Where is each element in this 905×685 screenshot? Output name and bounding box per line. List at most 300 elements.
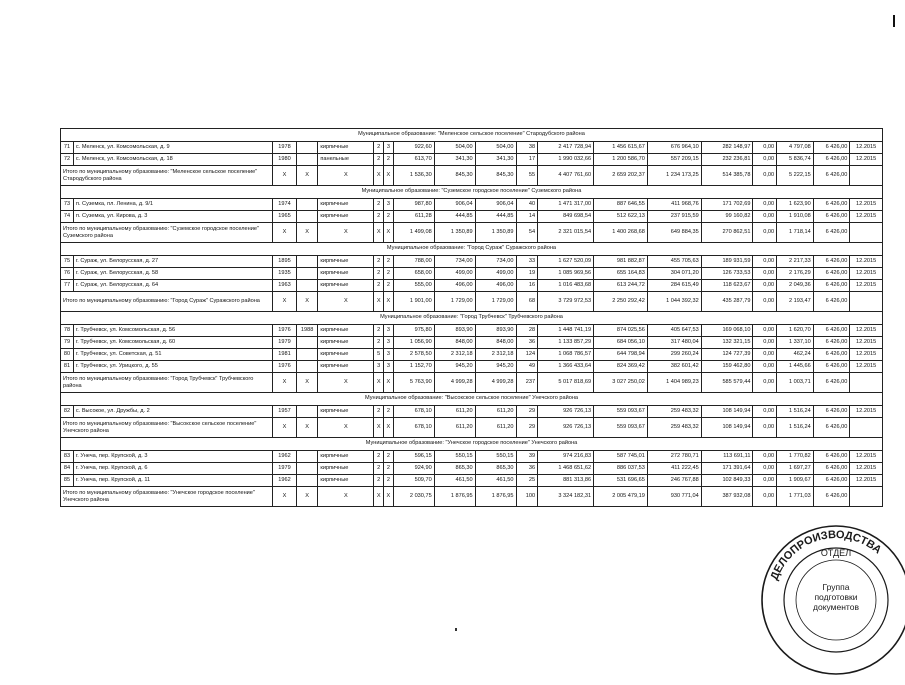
- table-cell: 504,00: [475, 142, 516, 154]
- table-cell: 462,24: [777, 349, 814, 361]
- table-cell: 1 909,67: [777, 475, 814, 487]
- table-cell: X: [296, 292, 318, 312]
- table-cell: 6 426,00: [813, 475, 850, 487]
- table-cell: 83: [61, 451, 74, 463]
- table-cell: г. Сураж, ул. Белорусская, д. 27: [73, 256, 272, 268]
- table-cell: 499,00: [434, 268, 475, 280]
- stamp-line-1: Группа: [822, 582, 850, 592]
- table-cell: 881 313,86: [538, 475, 594, 487]
- table-cell: 6 426,00: [813, 349, 850, 361]
- table-cell: 2 005 479,19: [594, 487, 648, 507]
- section-header-row: [61, 393, 883, 406]
- stamp-line-3: документов: [813, 602, 859, 612]
- table-cell: 73: [61, 199, 74, 211]
- section-total-row: [61, 166, 883, 186]
- table-cell: [296, 256, 318, 268]
- table-cell: 3 324 182,31: [538, 487, 594, 507]
- table-cell: 2: [374, 154, 384, 166]
- table-cell: 108 149,94: [701, 406, 753, 418]
- table-cell: 2 312,18: [475, 349, 516, 361]
- table-cell: 2: [384, 406, 394, 418]
- scan-speck: [455, 628, 457, 631]
- table-cell: 1 910,08: [777, 211, 814, 223]
- table-cell: кирпичные: [318, 211, 374, 223]
- table-row: [61, 361, 883, 373]
- table-cell: [296, 451, 318, 463]
- table-cell: 5 836,74: [777, 154, 814, 166]
- table-cell: X: [384, 166, 394, 186]
- table-cell: 71: [61, 142, 74, 154]
- table-cell: 874 025,56: [594, 325, 648, 337]
- table-row: [61, 463, 883, 475]
- table-cell: 3: [374, 361, 384, 373]
- section-total-row: [61, 223, 883, 243]
- table-cell: X: [273, 487, 297, 507]
- table-cell: 2: [384, 463, 394, 475]
- table-cell: 85: [61, 475, 74, 487]
- table-cell: [296, 211, 318, 223]
- table-cell: г. Трубчевск, ул. Комсомольская, д. 56: [73, 325, 272, 337]
- table-cell: 1 729,00: [434, 292, 475, 312]
- section-header-row: [61, 438, 883, 451]
- table-cell: 78: [61, 325, 74, 337]
- table-cell: 1895: [273, 256, 297, 268]
- table-cell: 2 578,50: [393, 349, 434, 361]
- table-cell: 75: [61, 256, 74, 268]
- table-cell: Муниципальное образование: "Город Сураж" Суражского района: [61, 243, 883, 256]
- table-cell: 0,00: [753, 154, 777, 166]
- table-cell: 5 763,90: [393, 373, 434, 393]
- table-cell: 38: [516, 142, 538, 154]
- table-cell: 80: [61, 349, 74, 361]
- table-cell: 54: [516, 223, 538, 243]
- table-cell: 945,20: [434, 361, 475, 373]
- table-cell: 12.2015: [850, 154, 883, 166]
- table-cell: 6 426,00: [813, 256, 850, 268]
- table-cell: кирпичные: [318, 256, 374, 268]
- table-cell: 4 999,28: [475, 373, 516, 393]
- table-cell: 3: [384, 349, 394, 361]
- table-cell: 12.2015: [850, 268, 883, 280]
- table-cell: 734,00: [434, 256, 475, 268]
- table-cell: 2: [374, 142, 384, 154]
- table-cell: 512 622,13: [594, 211, 648, 223]
- table-cell: 55: [516, 166, 538, 186]
- table-cell: X: [318, 223, 374, 243]
- table-cell: 557 209,15: [647, 154, 701, 166]
- table-cell: 25: [516, 475, 538, 487]
- table-cell: 189 931,59: [701, 256, 753, 268]
- table-cell: 2: [384, 475, 394, 487]
- table-cell: X: [273, 373, 297, 393]
- table-cell: 6 426,00: [813, 280, 850, 292]
- table-cell: Итого по муниципальному образованию: "Суземское городское поселение" Суземского района: [61, 223, 273, 243]
- margin-mark: [893, 15, 895, 27]
- table-cell: 6 426,00: [813, 142, 850, 154]
- table-cell: г. Унеча, пер. Крупской, д. 6: [73, 463, 272, 475]
- table-row: [61, 406, 883, 418]
- table-cell: 68: [516, 292, 538, 312]
- table-cell: 0,00: [753, 256, 777, 268]
- table-cell: 232 236,81: [701, 154, 753, 166]
- table-cell: 2: [384, 256, 394, 268]
- table-cell: 2: [374, 337, 384, 349]
- table-cell: [296, 154, 318, 166]
- table-cell: 6 426,00: [813, 373, 850, 393]
- table-cell: 1 990 032,66: [538, 154, 594, 166]
- table-row: [61, 154, 883, 166]
- table-cell: 1 770,82: [777, 451, 814, 463]
- table-cell: X: [273, 223, 297, 243]
- table-cell: 1 400 268,68: [594, 223, 648, 243]
- table-cell: 12.2015: [850, 325, 883, 337]
- table-cell: 74: [61, 211, 74, 223]
- table-cell: 3: [384, 142, 394, 154]
- table-cell: 1 044 392,32: [647, 292, 701, 312]
- table-cell: 0,00: [753, 325, 777, 337]
- table-cell: 611,20: [434, 418, 475, 438]
- table-cell: 1979: [273, 337, 297, 349]
- table-cell: 2: [374, 475, 384, 487]
- table-cell: [296, 406, 318, 418]
- table-cell: г. Унеча, пер. Крупской, д. 3: [73, 451, 272, 463]
- table-cell: 270 862,51: [701, 223, 753, 243]
- table-cell: 1 536,30: [393, 166, 434, 186]
- table-cell: 14: [516, 211, 538, 223]
- table-cell: 1 516,24: [777, 406, 814, 418]
- table-cell: 499,00: [475, 268, 516, 280]
- table-row: [61, 475, 883, 487]
- table-cell: 12.2015: [850, 280, 883, 292]
- table-cell: 461,50: [434, 475, 475, 487]
- table-cell: 12.2015: [850, 211, 883, 223]
- table-cell: 587 745,01: [594, 451, 648, 463]
- table-cell: 974 216,83: [538, 451, 594, 463]
- table-cell: 2: [374, 451, 384, 463]
- table-cell: 6 426,00: [813, 268, 850, 280]
- table-cell: X: [374, 166, 384, 186]
- table-cell: 171 391,64: [701, 463, 753, 475]
- stamp-top-text: ОТДЕЛ: [820, 548, 852, 558]
- table-cell: 1957: [273, 406, 297, 418]
- table-cell: кирпичные: [318, 268, 374, 280]
- table-cell: 341,30: [475, 154, 516, 166]
- table-cell: 0,00: [753, 199, 777, 211]
- table-cell: 893,90: [434, 325, 475, 337]
- table-cell: г. Унеча, пер. Крупской, д. 11: [73, 475, 272, 487]
- table-cell: 922,60: [393, 142, 434, 154]
- table-cell: 3: [384, 199, 394, 211]
- table-cell: 1988: [296, 325, 318, 337]
- table-cell: 2: [374, 256, 384, 268]
- table-cell: 2: [384, 154, 394, 166]
- table-cell: 676 964,10: [647, 142, 701, 154]
- table-cell: 6 426,00: [813, 166, 850, 186]
- table-cell: 596,15: [393, 451, 434, 463]
- table-row: [61, 268, 883, 280]
- table-cell: 550,15: [434, 451, 475, 463]
- stamp-seal: [756, 520, 905, 680]
- table-cell: 126 733,53: [701, 268, 753, 280]
- table-cell: кирпичные: [318, 451, 374, 463]
- table-cell: 2: [374, 463, 384, 475]
- table-cell: 930 771,04: [647, 487, 701, 507]
- table-cell: 1980: [273, 154, 297, 166]
- table-cell: 317 480,04: [647, 337, 701, 349]
- table-cell: 108 149,94: [701, 418, 753, 438]
- table-cell: 1 499,08: [393, 223, 434, 243]
- table-cell: 906,04: [434, 199, 475, 211]
- table-cell: 886 037,53: [594, 463, 648, 475]
- table-row: [61, 337, 883, 349]
- table-cell: 79: [61, 337, 74, 349]
- table-row: [61, 256, 883, 268]
- table-cell: 1 068 786,57: [538, 349, 594, 361]
- table-cell: 1 471 317,00: [538, 199, 594, 211]
- table-cell: [850, 487, 883, 507]
- table-cell: кирпичные: [318, 406, 374, 418]
- table-cell: 237 915,59: [647, 211, 701, 223]
- table-cell: 6 426,00: [813, 418, 850, 438]
- table-cell: [850, 166, 883, 186]
- table-cell: 387 932,08: [701, 487, 753, 507]
- table-cell: п. Суземка, пл. Ленина, д. 9/1: [73, 199, 272, 211]
- table-cell: 504,00: [434, 142, 475, 154]
- table-cell: 1976: [273, 361, 297, 373]
- table-cell: 6 426,00: [813, 361, 850, 373]
- table-cell: 655 164,83: [594, 268, 648, 280]
- table-row: [61, 325, 883, 337]
- table-cell: 2 030,75: [393, 487, 434, 507]
- table-cell: Итого по муниципальному образованию: "Город Сураж" Суражского района: [61, 292, 273, 312]
- table-cell: 0,00: [753, 406, 777, 418]
- table-cell: Итого по муниципальному образованию: "Высокское сельское поселение" Унечского района: [61, 418, 273, 438]
- table-cell: 2: [374, 406, 384, 418]
- table-cell: X: [384, 292, 394, 312]
- table-cell: 284 615,49: [647, 280, 701, 292]
- section-total-row: [61, 418, 883, 438]
- table-cell: 4 797,08: [777, 142, 814, 154]
- table-cell: 102 849,33: [701, 475, 753, 487]
- table-cell: 36: [516, 337, 538, 349]
- table-cell: 1976: [273, 325, 297, 337]
- table-cell: X: [296, 487, 318, 507]
- table-cell: X: [374, 418, 384, 438]
- table-cell: 82: [61, 406, 74, 418]
- table-cell: г. Сураж, ул. Белорусская, д. 64: [73, 280, 272, 292]
- table-cell: 845,30: [475, 166, 516, 186]
- table-cell: 0,00: [753, 463, 777, 475]
- table-cell: 1 516,24: [777, 418, 814, 438]
- table-cell: 611,20: [475, 418, 516, 438]
- table-cell: X: [374, 292, 384, 312]
- table-cell: X: [296, 223, 318, 243]
- table-cell: 788,00: [393, 256, 434, 268]
- table-cell: 734,00: [475, 256, 516, 268]
- table-cell: 1 697,27: [777, 463, 814, 475]
- table-cell: 118 623,67: [701, 280, 753, 292]
- table-cell: 84: [61, 463, 74, 475]
- section-total-row: [61, 487, 883, 507]
- department-stamp: [756, 520, 905, 680]
- table-cell: 1 003,71: [777, 373, 814, 393]
- table-cell: 304 071,20: [647, 268, 701, 280]
- table-cell: 2: [384, 268, 394, 280]
- table-cell: X: [318, 418, 374, 438]
- table-cell: кирпичные: [318, 475, 374, 487]
- table-cell: [296, 337, 318, 349]
- table-cell: 2 312,18: [434, 349, 475, 361]
- table-cell: X: [318, 292, 374, 312]
- table-cell: 849 698,54: [538, 211, 594, 223]
- table-cell: 72: [61, 154, 74, 166]
- table-cell: кирпичные: [318, 463, 374, 475]
- table-cell: 169 068,10: [701, 325, 753, 337]
- table-cell: 5 017 818,69: [538, 373, 594, 393]
- table-cell: г. Трубчевск, ул. Урицкого, д. 55: [73, 361, 272, 373]
- table-cell: 100: [516, 487, 538, 507]
- stamp-line-2: подготовки: [814, 592, 858, 602]
- table-cell: 12.2015: [850, 361, 883, 373]
- table-cell: 0,00: [753, 418, 777, 438]
- table-cell: 76: [61, 268, 74, 280]
- table-cell: X: [384, 223, 394, 243]
- table-cell: 1 350,89: [434, 223, 475, 243]
- table-cell: 282 148,97: [701, 142, 753, 154]
- table-cell: 0,00: [753, 487, 777, 507]
- table-cell: 1 016 483,68: [538, 280, 594, 292]
- table-cell: 341,30: [434, 154, 475, 166]
- table-cell: 1 152,70: [393, 361, 434, 373]
- table-cell: 496,00: [475, 280, 516, 292]
- table-cell: г. Трубчевск, ул. Советская, д. 51: [73, 349, 272, 361]
- table-cell: 1 729,00: [475, 292, 516, 312]
- section-total-row: [61, 373, 883, 393]
- housing-register-table: [60, 128, 883, 507]
- table-cell: 28: [516, 325, 538, 337]
- table-cell: 2: [374, 280, 384, 292]
- table-cell: кирпичные: [318, 361, 374, 373]
- section-header-row: [61, 243, 883, 256]
- table-cell: 40: [516, 199, 538, 211]
- table-cell: 1 445,66: [777, 361, 814, 373]
- table-cell: 3: [384, 337, 394, 349]
- table-cell: 6 426,00: [813, 223, 850, 243]
- table-cell: 39: [516, 451, 538, 463]
- table-cell: 6 426,00: [813, 337, 850, 349]
- table-cell: 1962: [273, 475, 297, 487]
- register-body: [61, 129, 883, 507]
- table-cell: 171 702,69: [701, 199, 753, 211]
- section-header-row: [61, 312, 883, 325]
- table-cell: 3 027 250,02: [594, 373, 648, 393]
- table-cell: 132 321,15: [701, 337, 753, 349]
- table-cell: 848,00: [434, 337, 475, 349]
- table-cell: 1981: [273, 349, 297, 361]
- table-cell: 0,00: [753, 280, 777, 292]
- table-cell: X: [384, 418, 394, 438]
- register-sheet: [60, 128, 883, 507]
- table-cell: 1 620,70: [777, 325, 814, 337]
- table-cell: [296, 349, 318, 361]
- table-cell: 585 579,44: [701, 373, 753, 393]
- table-cell: 2: [384, 280, 394, 292]
- table-cell: 684 056,10: [594, 337, 648, 349]
- table-cell: 2 659 202,37: [594, 166, 648, 186]
- table-cell: 411 968,76: [647, 199, 701, 211]
- table-cell: 2: [384, 451, 394, 463]
- table-cell: 1 876,95: [475, 487, 516, 507]
- table-cell: 1965: [273, 211, 297, 223]
- table-cell: 299 260,24: [647, 349, 701, 361]
- table-cell: 2 217,33: [777, 256, 814, 268]
- table-cell: 1 133 857,29: [538, 337, 594, 349]
- table-cell: 2 417 728,94: [538, 142, 594, 154]
- table-row: [61, 142, 883, 154]
- table-cell: Муниципальное образование: "Высокское сельское поселение" Унечского района: [61, 393, 883, 406]
- table-cell: 926 726,13: [538, 406, 594, 418]
- table-cell: 455 705,63: [647, 256, 701, 268]
- table-cell: кирпичные: [318, 280, 374, 292]
- table-cell: X: [296, 418, 318, 438]
- table-cell: 382 601,42: [647, 361, 701, 373]
- table-cell: 2: [374, 211, 384, 223]
- table-cell: 887 646,55: [594, 199, 648, 211]
- table-cell: [850, 373, 883, 393]
- table-cell: 272 780,71: [647, 451, 701, 463]
- table-cell: 906,04: [475, 199, 516, 211]
- table-cell: 12.2015: [850, 256, 883, 268]
- table-cell: 12.2015: [850, 463, 883, 475]
- table-cell: X: [374, 223, 384, 243]
- table-cell: кирпичные: [318, 199, 374, 211]
- table-cell: X: [318, 373, 374, 393]
- table-cell: 1 771,03: [777, 487, 814, 507]
- table-row: [61, 211, 883, 223]
- table-cell: 1 718,14: [777, 223, 814, 243]
- table-cell: 1935: [273, 268, 297, 280]
- table-cell: X: [374, 487, 384, 507]
- table-cell: 0,00: [753, 268, 777, 280]
- table-cell: [296, 463, 318, 475]
- table-cell: 81: [61, 361, 74, 373]
- table-cell: 17: [516, 154, 538, 166]
- table-cell: 1 623,90: [777, 199, 814, 211]
- table-cell: X: [273, 418, 297, 438]
- table-cell: 0,00: [753, 223, 777, 243]
- table-cell: 658,00: [393, 268, 434, 280]
- table-cell: 6 426,00: [813, 292, 850, 312]
- table-cell: 1 627 520,09: [538, 256, 594, 268]
- stamp-ring-text: ДЕЛОПРОИЗВОДСТВА: [768, 528, 884, 582]
- table-cell: 12.2015: [850, 337, 883, 349]
- table-cell: 0,00: [753, 373, 777, 393]
- table-cell: 924,90: [393, 463, 434, 475]
- table-cell: 0,00: [753, 475, 777, 487]
- table-cell: [296, 142, 318, 154]
- table-cell: 411 222,45: [647, 463, 701, 475]
- table-cell: 649 884,35: [647, 223, 701, 243]
- table-cell: 0,00: [753, 142, 777, 154]
- table-cell: кирпичные: [318, 325, 374, 337]
- table-cell: 496,00: [434, 280, 475, 292]
- table-cell: X: [384, 487, 394, 507]
- table-cell: 2 193,47: [777, 292, 814, 312]
- table-cell: Муниципальное образование: "Суземское городское поселение" Суземского района: [61, 186, 883, 199]
- table-cell: 0,00: [753, 166, 777, 186]
- table-cell: 981 882,87: [594, 256, 648, 268]
- table-cell: 2: [384, 211, 394, 223]
